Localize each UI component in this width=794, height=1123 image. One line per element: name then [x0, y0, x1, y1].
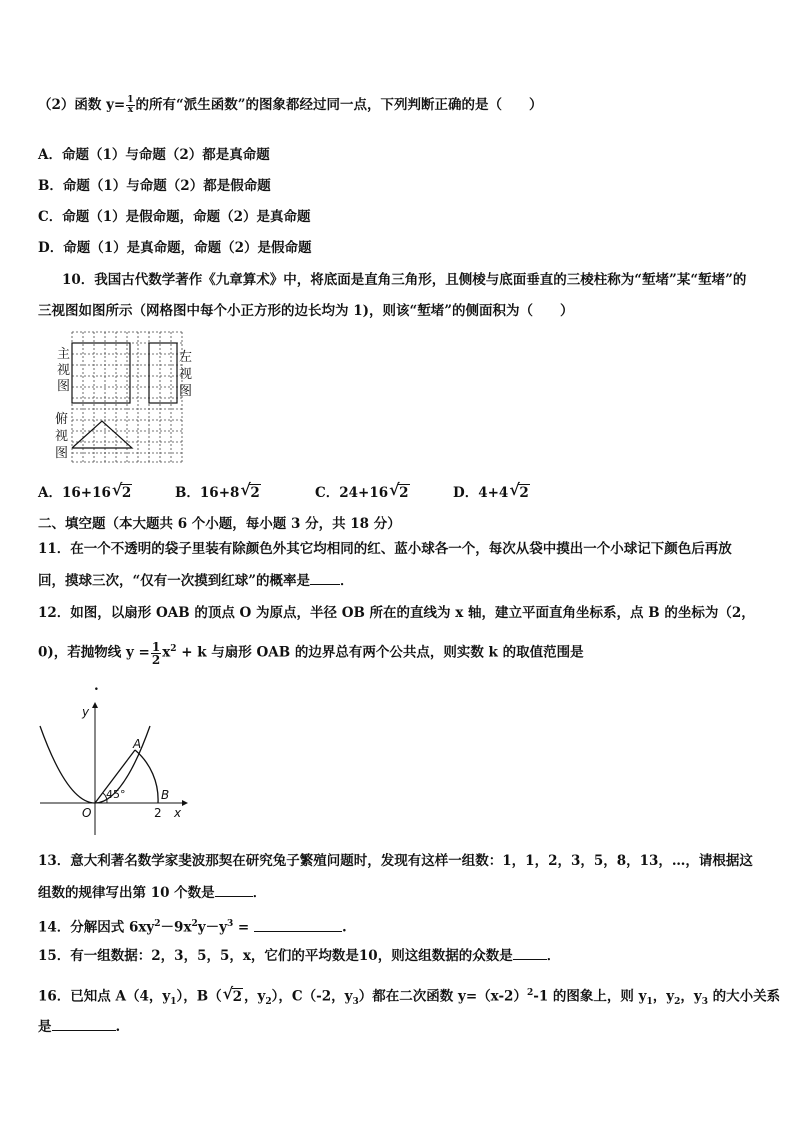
- q12-line2: 0)，若抛物线 y = $\frac{1}{2}$ $x^2 + k$ 与扇形 OAB 的边界总有两个公共点，则实数 k 的取值范围是: [38, 639, 584, 667]
- top-view-triangle: [72, 421, 132, 448]
- label-a: A: [133, 737, 142, 751]
- q10-option-b: B．16+8 √ 2: [175, 480, 260, 501]
- q14: 14．分解因式 $6xy^2-9x^2y-y^3$ = .: [38, 919, 347, 936]
- answer-blank: [52, 1018, 116, 1031]
- q12-dot: .: [94, 678, 99, 694]
- fraction: $\frac{1}{2}$: [151, 639, 161, 667]
- three-view-figure: [52, 328, 232, 468]
- q10-option-a: A．16+16 √ 2: [38, 480, 132, 501]
- label-two: 2: [154, 806, 162, 820]
- front-view-label-1: 主: [57, 347, 71, 362]
- sqrt: √ 2: [240, 480, 260, 501]
- q12-line1: 12．如图，以扇形 OAB 的顶点 O 为原点，半径 OB 所在的直线为 x 轴，建立平面直角坐标系，点 B 的坐标为（2，: [38, 605, 755, 621]
- parabola-sector-figure: [34, 700, 194, 840]
- q9-option-b: B．命题（1）与命题（2）都是假命题: [38, 178, 271, 194]
- q10-option-d: D．4+4 √ 2: [453, 480, 529, 501]
- sqrt: √ 2: [389, 480, 409, 501]
- top-view-label-3: 图: [55, 446, 69, 461]
- q9-option-d: D．命题（1）是真命题，命题（2）是假命题: [38, 240, 312, 256]
- q16-line1: 16．已知点 A（4，$y_1$），B（ √ 2 ，$y_2$），C（-2，$y_3$）都在二次函数 $y=(x-2)^2-1$ 的图象上，则 $y_1$，$y_2$，$y_3$ 的大小关系: [38, 983, 781, 1008]
- x-axis-arrow: [182, 800, 188, 806]
- q13-line1: 13．意大利著名数学家斐波那契在研究兔子繁殖问题时，发现有这样一组数：1，1，2，3，5，8，13，…，请根据这: [38, 853, 753, 869]
- sqrt: √ 2: [111, 480, 132, 501]
- top-view-label-2: 视: [55, 429, 69, 444]
- q10-line1: 10．我国古代数学著作《九章算术》中，将底面是直角三角形，且侧棱与底面垂直的三棱柱称为“堑堵”某“堑堵”的: [62, 272, 747, 288]
- q11-line1: 11．在一个不透明的袋子里装有除颜色外其它均相同的红、蓝小球各一个，每次从袋中摸出一个小球记下颜色后再放: [38, 541, 732, 557]
- sqrt: √ 2: [509, 480, 529, 501]
- left-view-label-3: 图: [179, 384, 193, 399]
- q10-option-c: C．24+16 √ 2: [315, 480, 409, 501]
- front-view-label-2: 视: [57, 363, 71, 378]
- answer-blank: [310, 572, 340, 585]
- top-view-label-1: 俯: [55, 412, 69, 427]
- left-view-label-2: 视: [179, 367, 193, 382]
- fraction: $\frac{1}{x}$: [127, 95, 134, 115]
- q13-line2: 组数的规律写出第 10 个数是 ．: [38, 885, 267, 901]
- label-y: y: [82, 705, 90, 719]
- answer-blank: [254, 919, 342, 932]
- label-b: B: [161, 788, 170, 802]
- left-view-label-1: 左: [179, 350, 193, 365]
- q9-part2: （2）函数 y= $\frac{1}{x}$ 的所有“派生函数”的图象都经过同一点，下列判断正确的是（ ）: [38, 95, 543, 115]
- dashed-grid: [72, 332, 182, 462]
- q16-line2: 是 .: [38, 1019, 121, 1035]
- left-view-rect: [149, 343, 177, 403]
- answer-blank: [513, 947, 547, 960]
- q10-line2: 三视图如图所示（网格图中每个小正方形的边长均为 1)，则该“堑堵”的侧面积为（ ）: [38, 303, 574, 319]
- front-view-label-3: 图: [57, 379, 71, 394]
- y-axis-arrow: [92, 702, 98, 708]
- section-2-title: 二、填空题（本大题共 6 个小题，每小题 3 分，共 18 分）: [38, 516, 401, 532]
- q15: 15．有一组数据：2，3，5，5，x，它们的平均数是10，则这组数据的众数是 ．: [38, 948, 561, 964]
- q9-option-c: C．命题（1）是假命题，命题（2）是真命题: [38, 209, 311, 225]
- sqrt: √ 2: [222, 983, 243, 1005]
- label-x: x: [174, 806, 182, 820]
- label-o: O: [82, 806, 92, 820]
- answer-blank: [215, 884, 253, 897]
- q9-option-a: A．命题（1）与命题（2）都是真命题: [38, 147, 270, 163]
- sector-arc: [135, 750, 158, 803]
- front-view-rect: [72, 343, 130, 403]
- q11-line2: 回，摸球三次，“仅有一次摸到红球”的概率是 ．: [38, 573, 354, 589]
- label-angle: 45°: [106, 788, 126, 801]
